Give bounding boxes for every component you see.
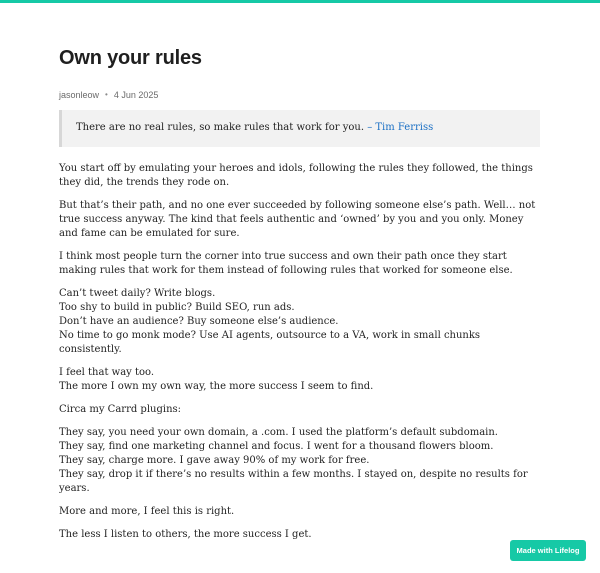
paragraph-line: More and more, I feel this is right. <box>59 506 235 517</box>
body-paragraph <box>59 199 540 241</box>
paragraph-line: I think most people turn the corner into true success and own their path once they start making rules that work for them instead of following rules that worked for someone else. <box>59 251 513 276</box>
paragraph-line: They say, find one marketing channel and focus. I went for a thousand flowers bloom. <box>59 441 494 452</box>
paragraph-line: Can’t tweet daily? Write blogs. <box>59 288 216 299</box>
quote-author-link[interactable]: Tim Ferriss <box>375 122 434 133</box>
paragraph-line: But that’s their path, and no one ever succeeded by following someone else’s path. Well… not true success anyway. The kind that feels authentic and ‘owned’ by you and you only. Money and fame can be emulated for sure. <box>59 200 536 239</box>
body-paragraph <box>59 287 540 357</box>
paragraph-line: They say, drop it if there’s no results within a few months. I stayed on, despite no results for years. <box>59 469 528 494</box>
paragraph-line: Too shy to build in public? Build SEO, run ads. <box>59 302 295 313</box>
top-accent-bar <box>0 0 600 3</box>
post-title: Own your rules <box>59 47 202 69</box>
quote-dash: – <box>367 122 373 133</box>
paragraph-line: The more I own my own way, the more success I seem to find. <box>59 381 374 392</box>
paragraph-line: Circa my Carrd plugins: <box>59 404 182 415</box>
paragraph-line: The less I listen to others, the more success I get. <box>59 529 312 540</box>
post-date: 4 Jun 2025 <box>113 90 159 100</box>
body-paragraph <box>59 505 540 519</box>
body-paragraph <box>59 528 540 542</box>
post-meta <box>59 89 540 101</box>
quote-text: There are no real rules, so make rules that work for you. <box>76 122 365 133</box>
post-body <box>59 162 540 542</box>
paragraph-line: I feel that way too. <box>59 367 155 378</box>
body-paragraph <box>59 162 540 190</box>
made-with-badge-button[interactable]: Made with Lifelog <box>510 540 586 561</box>
body-paragraph <box>59 366 540 394</box>
quote-block <box>59 110 540 147</box>
meta-separator: • <box>105 90 108 99</box>
author-name[interactable]: jasonleow <box>59 90 100 100</box>
paragraph-line: No time to go monk mode? Use AI agents, outsource to a VA, work in small chunks consistently. <box>59 330 481 355</box>
paragraph-line: Don’t have an audience? Buy someone else’s audience. <box>59 316 339 327</box>
post-article <box>59 46 540 542</box>
body-paragraph <box>59 250 540 278</box>
paragraph-line: You start off by emulating your heroes and idols, following the rules they followed, the things they did, the trends they rode on. <box>59 163 533 188</box>
body-paragraph <box>59 426 540 496</box>
paragraph-line: They say, you need your own domain, a .com. I used the platform’s default subdomain. <box>59 427 498 438</box>
body-paragraph <box>59 403 540 417</box>
paragraph-line: They say, charge more. I gave away 90% of my work for free. <box>59 455 370 466</box>
